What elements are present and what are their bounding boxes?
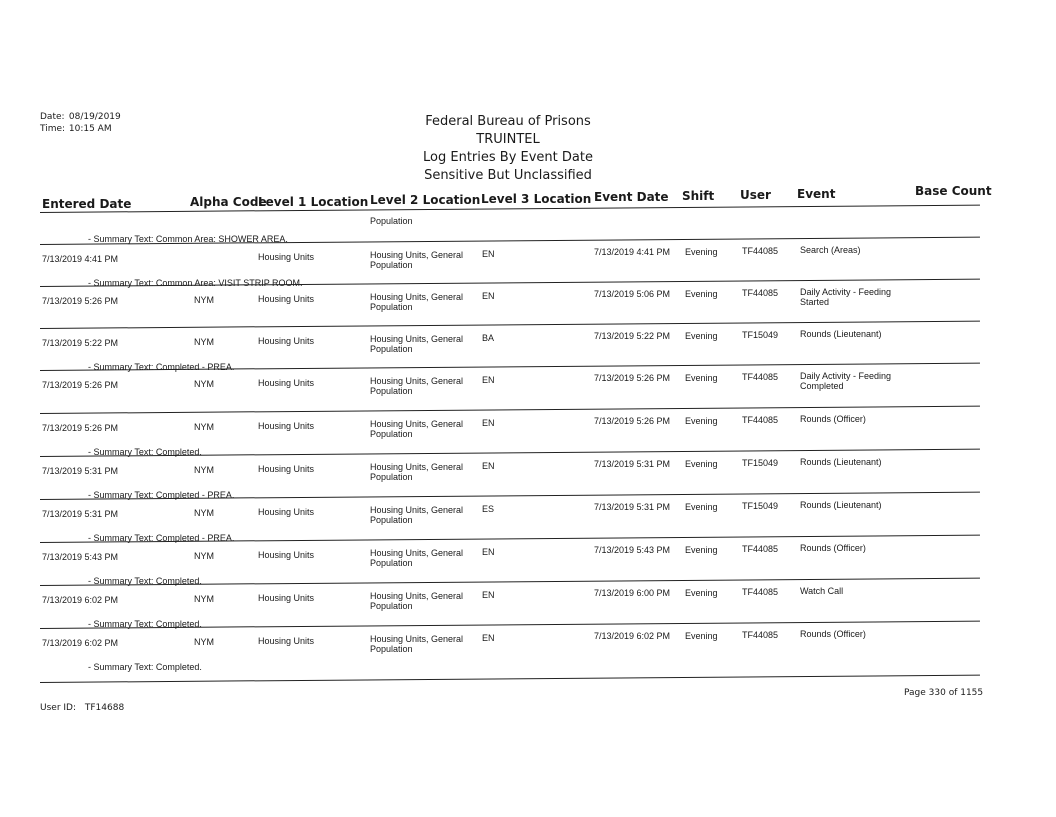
- cell-user: TF44085: [742, 415, 779, 425]
- cell-entered-date: 7/13/2019 5:26 PM: [42, 296, 119, 306]
- cell-shift: Evening: [685, 459, 718, 469]
- cell-level3-location: EN: [482, 547, 495, 557]
- cell-user: TF15049: [742, 501, 779, 511]
- cell-user: TF15049: [742, 458, 779, 468]
- table-end-rule: [40, 675, 980, 683]
- cell-event: Rounds (Officer): [800, 629, 866, 639]
- classification-label: Sensitive But Unclassified: [424, 168, 592, 183]
- date-label: Date:: [40, 112, 65, 122]
- cell-event-date: 7/13/2019 5:43 PM: [594, 545, 671, 555]
- row-summary-text: - Summary Text: Completed.: [88, 619, 202, 629]
- cell-shift: Evening: [685, 373, 718, 383]
- cell-level2-location: Housing Units, General Population: [370, 376, 464, 396]
- cell-event-date: 7/13/2019 6:00 PM: [594, 588, 671, 598]
- row-summary-text: - Summary Text: Completed - PREA.: [88, 533, 235, 543]
- cell-level3-location: EN: [482, 418, 495, 428]
- col-level2-location: Level 2 Location: [370, 193, 481, 207]
- cell-entered-date: 7/13/2019 5:43 PM: [42, 552, 119, 562]
- cell-level1-location: Housing Units: [258, 464, 315, 474]
- carryover-summary: - Summary Text: Common Area: SHOWER AREA.: [88, 234, 288, 244]
- agency-title: Federal Bureau of Prisons: [425, 114, 591, 129]
- report-title: Log Entries By Event Date: [423, 150, 593, 165]
- cell-user: TF15049: [742, 330, 779, 340]
- cell-user: TF44085: [742, 587, 779, 597]
- cell-level2-location: Housing Units, General Population: [370, 591, 464, 611]
- cell-level3-location: EN: [482, 590, 495, 600]
- cell-level1-location: Housing Units: [258, 421, 315, 431]
- cell-entered-date: 7/13/2019 5:22 PM: [42, 338, 119, 348]
- row-summary-text: - Summary Text: Completed - PREA.: [88, 362, 235, 372]
- cell-level3-location: EN: [482, 375, 495, 385]
- col-user: User: [740, 188, 771, 202]
- cell-entered-date: 7/13/2019 4:41 PM: [42, 254, 119, 264]
- cell-event-date: 7/13/2019 5:26 PM: [594, 373, 671, 383]
- cell-alpha-code: NYM: [194, 295, 214, 305]
- date-value: 08/19/2019: [68, 112, 121, 122]
- cell-level1-location: Housing Units: [258, 507, 315, 517]
- cell-shift: Evening: [685, 416, 718, 426]
- user-id-value: TF14688: [84, 703, 125, 713]
- cell-level2-location: Housing Units, General Population: [370, 334, 464, 354]
- user-id-label: User ID:: [40, 703, 76, 713]
- cell-level3-location: EN: [482, 291, 495, 301]
- cell-event-date: 7/13/2019 5:31 PM: [594, 459, 671, 469]
- cell-event: Daily Activity - Feeding Completed: [800, 371, 892, 391]
- cell-level1-location: Housing Units: [258, 636, 315, 646]
- cell-alpha-code: NYM: [194, 337, 214, 347]
- cell-shift: Evening: [685, 588, 718, 598]
- cell-shift: Evening: [685, 502, 718, 512]
- cell-alpha-code: NYM: [194, 508, 214, 518]
- cell-event-date: 7/13/2019 5:26 PM: [594, 416, 671, 426]
- cell-level1-location: Housing Units: [258, 336, 315, 346]
- footer-user-id: [40, 703, 124, 713]
- cell-event: Watch Call: [800, 586, 844, 596]
- cell-user: TF44085: [742, 288, 779, 298]
- cell-shift: Evening: [685, 289, 718, 299]
- cell-event: Rounds (Lieutenant): [800, 329, 882, 339]
- cell-event: Daily Activity - Feeding Started: [800, 287, 892, 307]
- cell-entered-date: 7/13/2019 5:26 PM: [42, 380, 119, 390]
- page-number: Page 330 of 1155: [904, 688, 984, 698]
- cell-level3-location: EN: [482, 633, 495, 643]
- cell-level2-location: Housing Units, General Population: [370, 292, 464, 312]
- cell-level1-location: Housing Units: [258, 550, 315, 560]
- col-entered-date: Entered Date: [42, 197, 132, 211]
- cell-level3-location: EN: [482, 461, 495, 471]
- row-summary-text: - Summary Text: Completed - PREA.: [88, 490, 235, 500]
- cell-event-date: 7/13/2019 5:31 PM: [594, 502, 671, 512]
- cell-event-date: 7/13/2019 5:22 PM: [594, 331, 671, 341]
- cell-level2-location: Housing Units, General Population: [370, 634, 464, 654]
- cell-entered-date: 7/13/2019 5:31 PM: [42, 466, 119, 476]
- row-summary-text: - Summary Text: Completed.: [88, 662, 202, 672]
- cell-entered-date: 7/13/2019 5:26 PM: [42, 423, 119, 433]
- cell-shift: Evening: [685, 631, 718, 641]
- cell-entered-date: 7/13/2019 6:02 PM: [42, 638, 119, 648]
- cell-level3-location: ES: [482, 504, 495, 514]
- cell-shift: Evening: [685, 545, 718, 555]
- cell-alpha-code: NYM: [194, 551, 214, 561]
- row-separator: [40, 321, 980, 329]
- cell-level1-location: Housing Units: [258, 294, 315, 304]
- cell-event: Rounds (Lieutenant): [800, 457, 882, 467]
- row-summary-text: - Summary Text: Completed.: [88, 447, 202, 457]
- cell-level2-location: Housing Units, General Population: [370, 505, 464, 525]
- col-alpha-code: Alpha Code: [190, 195, 267, 209]
- col-event: Event: [797, 187, 836, 201]
- cell-level2-location: Housing Units, General Population: [370, 250, 464, 270]
- cell-event: Rounds (Lieutenant): [800, 500, 882, 510]
- cell-event-date: 7/13/2019 5:06 PM: [594, 289, 671, 299]
- cell-alpha-code: NYM: [194, 422, 214, 432]
- time-value: 10:15 AM: [68, 124, 112, 134]
- row-summary-text: - Summary Text: Common Area: VISIT STRIP ROOM.: [88, 278, 303, 288]
- cell-shift: Evening: [685, 331, 718, 341]
- cell-level1-location: Housing Units: [258, 252, 315, 262]
- cell-alpha-code: NYM: [194, 594, 214, 604]
- cell-event: Rounds (Officer): [800, 414, 866, 424]
- cell-entered-date: 7/13/2019 6:02 PM: [42, 595, 119, 605]
- row-summary-text: - Summary Text: Completed.: [88, 576, 202, 586]
- cell-level2-location: Housing Units, General Population: [370, 419, 464, 439]
- cell-event-date: 7/13/2019 4:41 PM: [594, 247, 671, 257]
- cell-alpha-code: NYM: [194, 465, 214, 475]
- cell-user: TF44085: [742, 246, 779, 256]
- cell-level1-location: Housing Units: [258, 378, 315, 388]
- cell-user: TF44085: [742, 544, 779, 554]
- cell-level1-location: Housing Units: [258, 593, 315, 603]
- cell-event: Rounds (Officer): [800, 543, 866, 553]
- cell-level3-location: BA: [482, 333, 495, 343]
- col-base-count: Base Count: [915, 184, 992, 198]
- cell-alpha-code: NYM: [194, 379, 214, 389]
- system-title: TRUINTEL: [476, 132, 540, 147]
- col-level3-location: Level 3 Location: [481, 192, 592, 206]
- cell-level2-location: Housing Units, General Population: [370, 462, 464, 482]
- cell-shift: Evening: [685, 247, 718, 257]
- cell-alpha-code: NYM: [194, 637, 214, 647]
- cell-level2-location: Housing Units, General Population: [370, 548, 464, 568]
- col-event-date: Event Date: [594, 190, 669, 204]
- cell-user: TF44085: [742, 630, 779, 640]
- cell-entered-date: 7/13/2019 5:31 PM: [42, 509, 119, 519]
- carryover-level2: Population: [370, 216, 413, 226]
- row-separator: [40, 406, 980, 414]
- cell-user: TF44085: [742, 372, 779, 382]
- col-level1-location: Level 1 Location: [258, 195, 369, 209]
- col-shift: Shift: [682, 189, 715, 203]
- cell-level3-location: EN: [482, 249, 495, 259]
- cell-event: Search (Areas): [800, 245, 861, 255]
- time-label: Time:: [40, 124, 66, 134]
- cell-event-date: 7/13/2019 6:02 PM: [594, 631, 671, 641]
